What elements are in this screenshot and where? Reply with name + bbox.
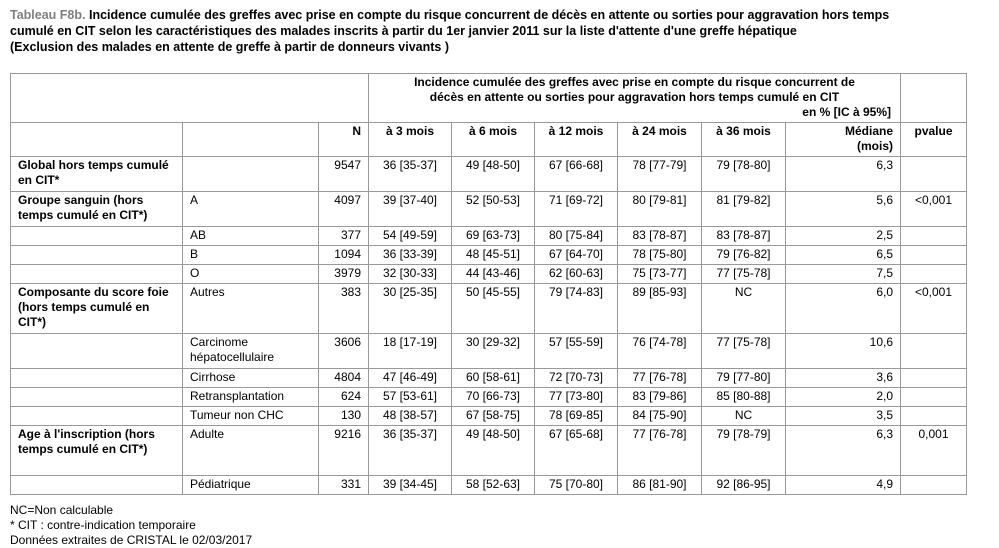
cell-category: Retransplantation: [183, 388, 319, 407]
cell-3mois: 36 [33-39]: [369, 246, 452, 265]
cell-36mois: 85 [80-88]: [702, 388, 786, 407]
cell-24mois: 83 [78-87]: [618, 227, 702, 246]
cell-36mois: 79 [78-80]: [702, 157, 786, 192]
cell-36mois: 79 [76-82]: [702, 246, 786, 265]
cell-mediane: 6,3: [786, 157, 901, 192]
table-row: [11, 227, 967, 246]
cell-category: Tumeur non CHC: [183, 407, 319, 426]
cell-36mois: 83 [78-87]: [702, 227, 786, 246]
col-header-mediane-word: Médiane: [844, 124, 893, 138]
cell-category: Pédiatrique: [183, 476, 319, 495]
cell-24mois: 80 [79-81]: [618, 192, 702, 227]
cell-6mois: 60 [58-61]: [452, 369, 535, 388]
cell-3mois: 18 [17-19]: [369, 334, 452, 369]
category-header-cell: [183, 123, 319, 157]
cell-36mois: 92 [86-95]: [702, 476, 786, 495]
cell-12mois: 67 [64-70]: [535, 246, 618, 265]
cell-category: Adulte: [183, 426, 319, 476]
cell-n: 4097: [319, 192, 369, 227]
cell-group-label: [11, 227, 183, 246]
cell-24mois: 76 [74-78]: [618, 334, 702, 369]
cell-n: 377: [319, 227, 369, 246]
cell-group-label: [11, 265, 183, 284]
col-header-6mois: à 6 mois: [452, 123, 535, 157]
footnote-cit: * CIT : contre-indication temporaire: [10, 518, 196, 532]
cell-category: A: [183, 192, 319, 227]
cell-mediane: 2,5: [786, 227, 901, 246]
title-text-1: Incidence cumulée des greffes avec prise en compte du risque concurrent de décès en attente ou sorties pour aggravation hors temps: [88, 8, 890, 22]
footnote-nc: NC=Non calculable: [10, 503, 114, 517]
cell-6mois: 70 [66-73]: [452, 388, 535, 407]
cell-24mois: 89 [85-93]: [618, 284, 702, 334]
cell-12mois: 79 [74-83]: [535, 284, 618, 334]
cell-6mois: 67 [58-75]: [452, 407, 535, 426]
cell-36mois: 81 [79-82]: [702, 192, 786, 227]
cell-24mois: 78 [77-79]: [618, 157, 702, 192]
cell-n: 331: [319, 476, 369, 495]
cell-6mois: 69 [63-73]: [452, 227, 535, 246]
table-row: [11, 334, 967, 369]
cell-12mois: 62 [60-63]: [535, 265, 618, 284]
cell-group-label: [11, 407, 183, 426]
table-row: [11, 246, 967, 265]
col-header-mediane-unit: (mois): [857, 139, 893, 153]
cell-12mois: 71 [69-72]: [535, 192, 618, 227]
cell-group-label: [11, 246, 183, 265]
cell-n: 130: [319, 407, 369, 426]
cell-6mois: 30 [29-32]: [452, 334, 535, 369]
span-header-cell: [369, 74, 901, 123]
cell-24mois: 75 [73-77]: [618, 265, 702, 284]
table-row: [11, 192, 967, 227]
cell-n: 3606: [319, 334, 369, 369]
cell-24mois: 86 [81-90]: [618, 476, 702, 495]
cell-mediane: 2,0: [786, 388, 901, 407]
cell-24mois: 83 [79-86]: [618, 388, 702, 407]
cell-12mois: 72 [70-73]: [535, 369, 618, 388]
cell-24mois: 84 [75-90]: [618, 407, 702, 426]
table-row: [11, 157, 967, 192]
cell-category: Autres: [183, 284, 319, 334]
cell-6mois: 50 [45-55]: [452, 284, 535, 334]
title-line-1: [10, 7, 989, 23]
cell-n: 3979: [319, 265, 369, 284]
table-number-label: Tableau F8b.: [10, 8, 86, 22]
incidence-table: [10, 73, 967, 495]
span-header-row: [11, 74, 967, 123]
cell-pvalue: <0,001: [901, 192, 967, 227]
cell-36mois: NC: [702, 284, 786, 334]
cell-36mois: 79 [77-80]: [702, 369, 786, 388]
cell-group-label: [11, 369, 183, 388]
col-header-12mois: à 12 mois: [535, 123, 618, 157]
cell-category: Carcinome hépatocellulaire: [183, 334, 319, 369]
cell-pvalue: [901, 369, 967, 388]
cell-category: B: [183, 246, 319, 265]
cell-category: O: [183, 265, 319, 284]
cell-mediane: 3,6: [786, 369, 901, 388]
cell-pvalue: [901, 265, 967, 284]
table-row: [11, 388, 967, 407]
table-row: [11, 265, 967, 284]
cell-mediane: 3,5: [786, 407, 901, 426]
title-line-2: cumulé en CIT selon les caractéristiques des malades inscrits à partir du 1er janvier 2011 sur la liste d'attente d'une greffe hépatique: [10, 24, 797, 38]
cell-24mois: 77 [76-78]: [618, 369, 702, 388]
cell-3mois: 57 [53-61]: [369, 388, 452, 407]
cell-pvalue: [901, 388, 967, 407]
cell-6mois: 49 [48-50]: [452, 426, 535, 476]
cell-mediane: 4,9: [786, 476, 901, 495]
cell-group-label: Composante du score foie (hors temps cumulé en CIT*): [11, 284, 183, 334]
cell-12mois: 67 [66-68]: [535, 157, 618, 192]
cell-n: 624: [319, 388, 369, 407]
col-header-pvalue: pvalue: [901, 123, 967, 157]
table-body: [11, 157, 967, 495]
span-header-line-2: décès en attente ou sorties pour aggravation hors temps cumulé en CIT: [429, 90, 840, 104]
cell-3mois: 54 [49-59]: [369, 227, 452, 246]
cell-24mois: 77 [76-78]: [618, 426, 702, 476]
cell-12mois: 57 [55-59]: [535, 334, 618, 369]
table-row: [11, 426, 967, 476]
cell-12mois: 78 [69-85]: [535, 407, 618, 426]
cell-pvalue: [901, 407, 967, 426]
cell-12mois: 67 [65-68]: [535, 426, 618, 476]
cell-36mois: NC: [702, 407, 786, 426]
col-header-n: N: [319, 123, 369, 157]
cell-pvalue: [901, 476, 967, 495]
cell-12mois: 80 [75-84]: [535, 227, 618, 246]
cell-pvalue: [901, 246, 967, 265]
cell-mediane: 5,6: [786, 192, 901, 227]
col-header-3mois: à 3 mois: [369, 123, 452, 157]
table-title: [10, 7, 989, 55]
cell-mediane: 7,5: [786, 265, 901, 284]
cell-6mois: 52 [50-53]: [452, 192, 535, 227]
cell-category: AB: [183, 227, 319, 246]
col-header-24mois: à 24 mois: [618, 123, 702, 157]
cell-3mois: 39 [37-40]: [369, 192, 452, 227]
empty-top-left-cell: [11, 74, 369, 123]
cell-24mois: 78 [75-80]: [618, 246, 702, 265]
span-header-unit: en % [IC à 95%]: [802, 105, 891, 119]
cell-group-label: Groupe sanguin (hors temps cumulé en CIT*): [11, 192, 183, 227]
cell-3mois: 47 [46-49]: [369, 369, 452, 388]
cell-pvalue: 0,001: [901, 426, 967, 476]
cell-3mois: 39 [34-45]: [369, 476, 452, 495]
cell-category: [183, 157, 319, 192]
cell-6mois: 58 [52-63]: [452, 476, 535, 495]
cell-group-label: Global hors temps cumulé en CIT*: [11, 157, 183, 192]
empty-top-right-cell: [901, 74, 967, 123]
table-row: [11, 476, 967, 495]
cell-6mois: 49 [48-50]: [452, 157, 535, 192]
cell-n: 4804: [319, 369, 369, 388]
cell-3mois: 32 [30-33]: [369, 265, 452, 284]
table-row: [11, 407, 967, 426]
cell-pvalue: [901, 334, 967, 369]
cell-n: 383: [319, 284, 369, 334]
cell-n: 9216: [319, 426, 369, 476]
cell-36mois: 77 [75-78]: [702, 265, 786, 284]
title-line-3: (Exclusion des malades en attente de greffe à partir de donneurs vivants ): [10, 40, 450, 54]
span-header-line-1: Incidence cumulée des greffes avec prise en compte du risque concurrent de: [414, 75, 855, 89]
cell-n: 9547: [319, 157, 369, 192]
cell-12mois: 77 [73-80]: [535, 388, 618, 407]
group-header-cell: [11, 123, 183, 157]
cell-group-label: [11, 476, 183, 495]
cell-pvalue: [901, 157, 967, 192]
cell-group-label: Age à l'inscription (hors temps cumulé en CIT*): [11, 426, 183, 476]
cell-n: 1094: [319, 246, 369, 265]
table-row: [11, 369, 967, 388]
cell-mediane: 10,6: [786, 334, 901, 369]
col-header-36mois: à 36 mois: [702, 123, 786, 157]
cell-6mois: 44 [43-46]: [452, 265, 535, 284]
cell-12mois: 75 [70-80]: [535, 476, 618, 495]
footnote-source: Données extraites de CRISTAL le 02/03/2017: [10, 533, 253, 547]
cell-pvalue: [901, 227, 967, 246]
footnotes: [10, 503, 989, 548]
cell-mediane: 6,0: [786, 284, 901, 334]
cell-category: Cirrhose: [183, 369, 319, 388]
cell-mediane: 6,5: [786, 246, 901, 265]
cell-group-label: [11, 334, 183, 369]
cell-3mois: 48 [38-57]: [369, 407, 452, 426]
cell-group-label: [11, 388, 183, 407]
table-row: [11, 284, 967, 334]
cell-pvalue: <0,001: [901, 284, 967, 334]
cell-3mois: 30 [25-35]: [369, 284, 452, 334]
cell-6mois: 48 [45-51]: [452, 246, 535, 265]
column-header-row: [11, 123, 967, 157]
cell-36mois: 79 [78-79]: [702, 426, 786, 476]
cell-3mois: 36 [35-37]: [369, 426, 452, 476]
cell-3mois: 36 [35-37]: [369, 157, 452, 192]
col-header-mediane: [786, 123, 901, 157]
cell-36mois: 77 [75-78]: [702, 334, 786, 369]
cell-mediane: 6,3: [786, 426, 901, 476]
